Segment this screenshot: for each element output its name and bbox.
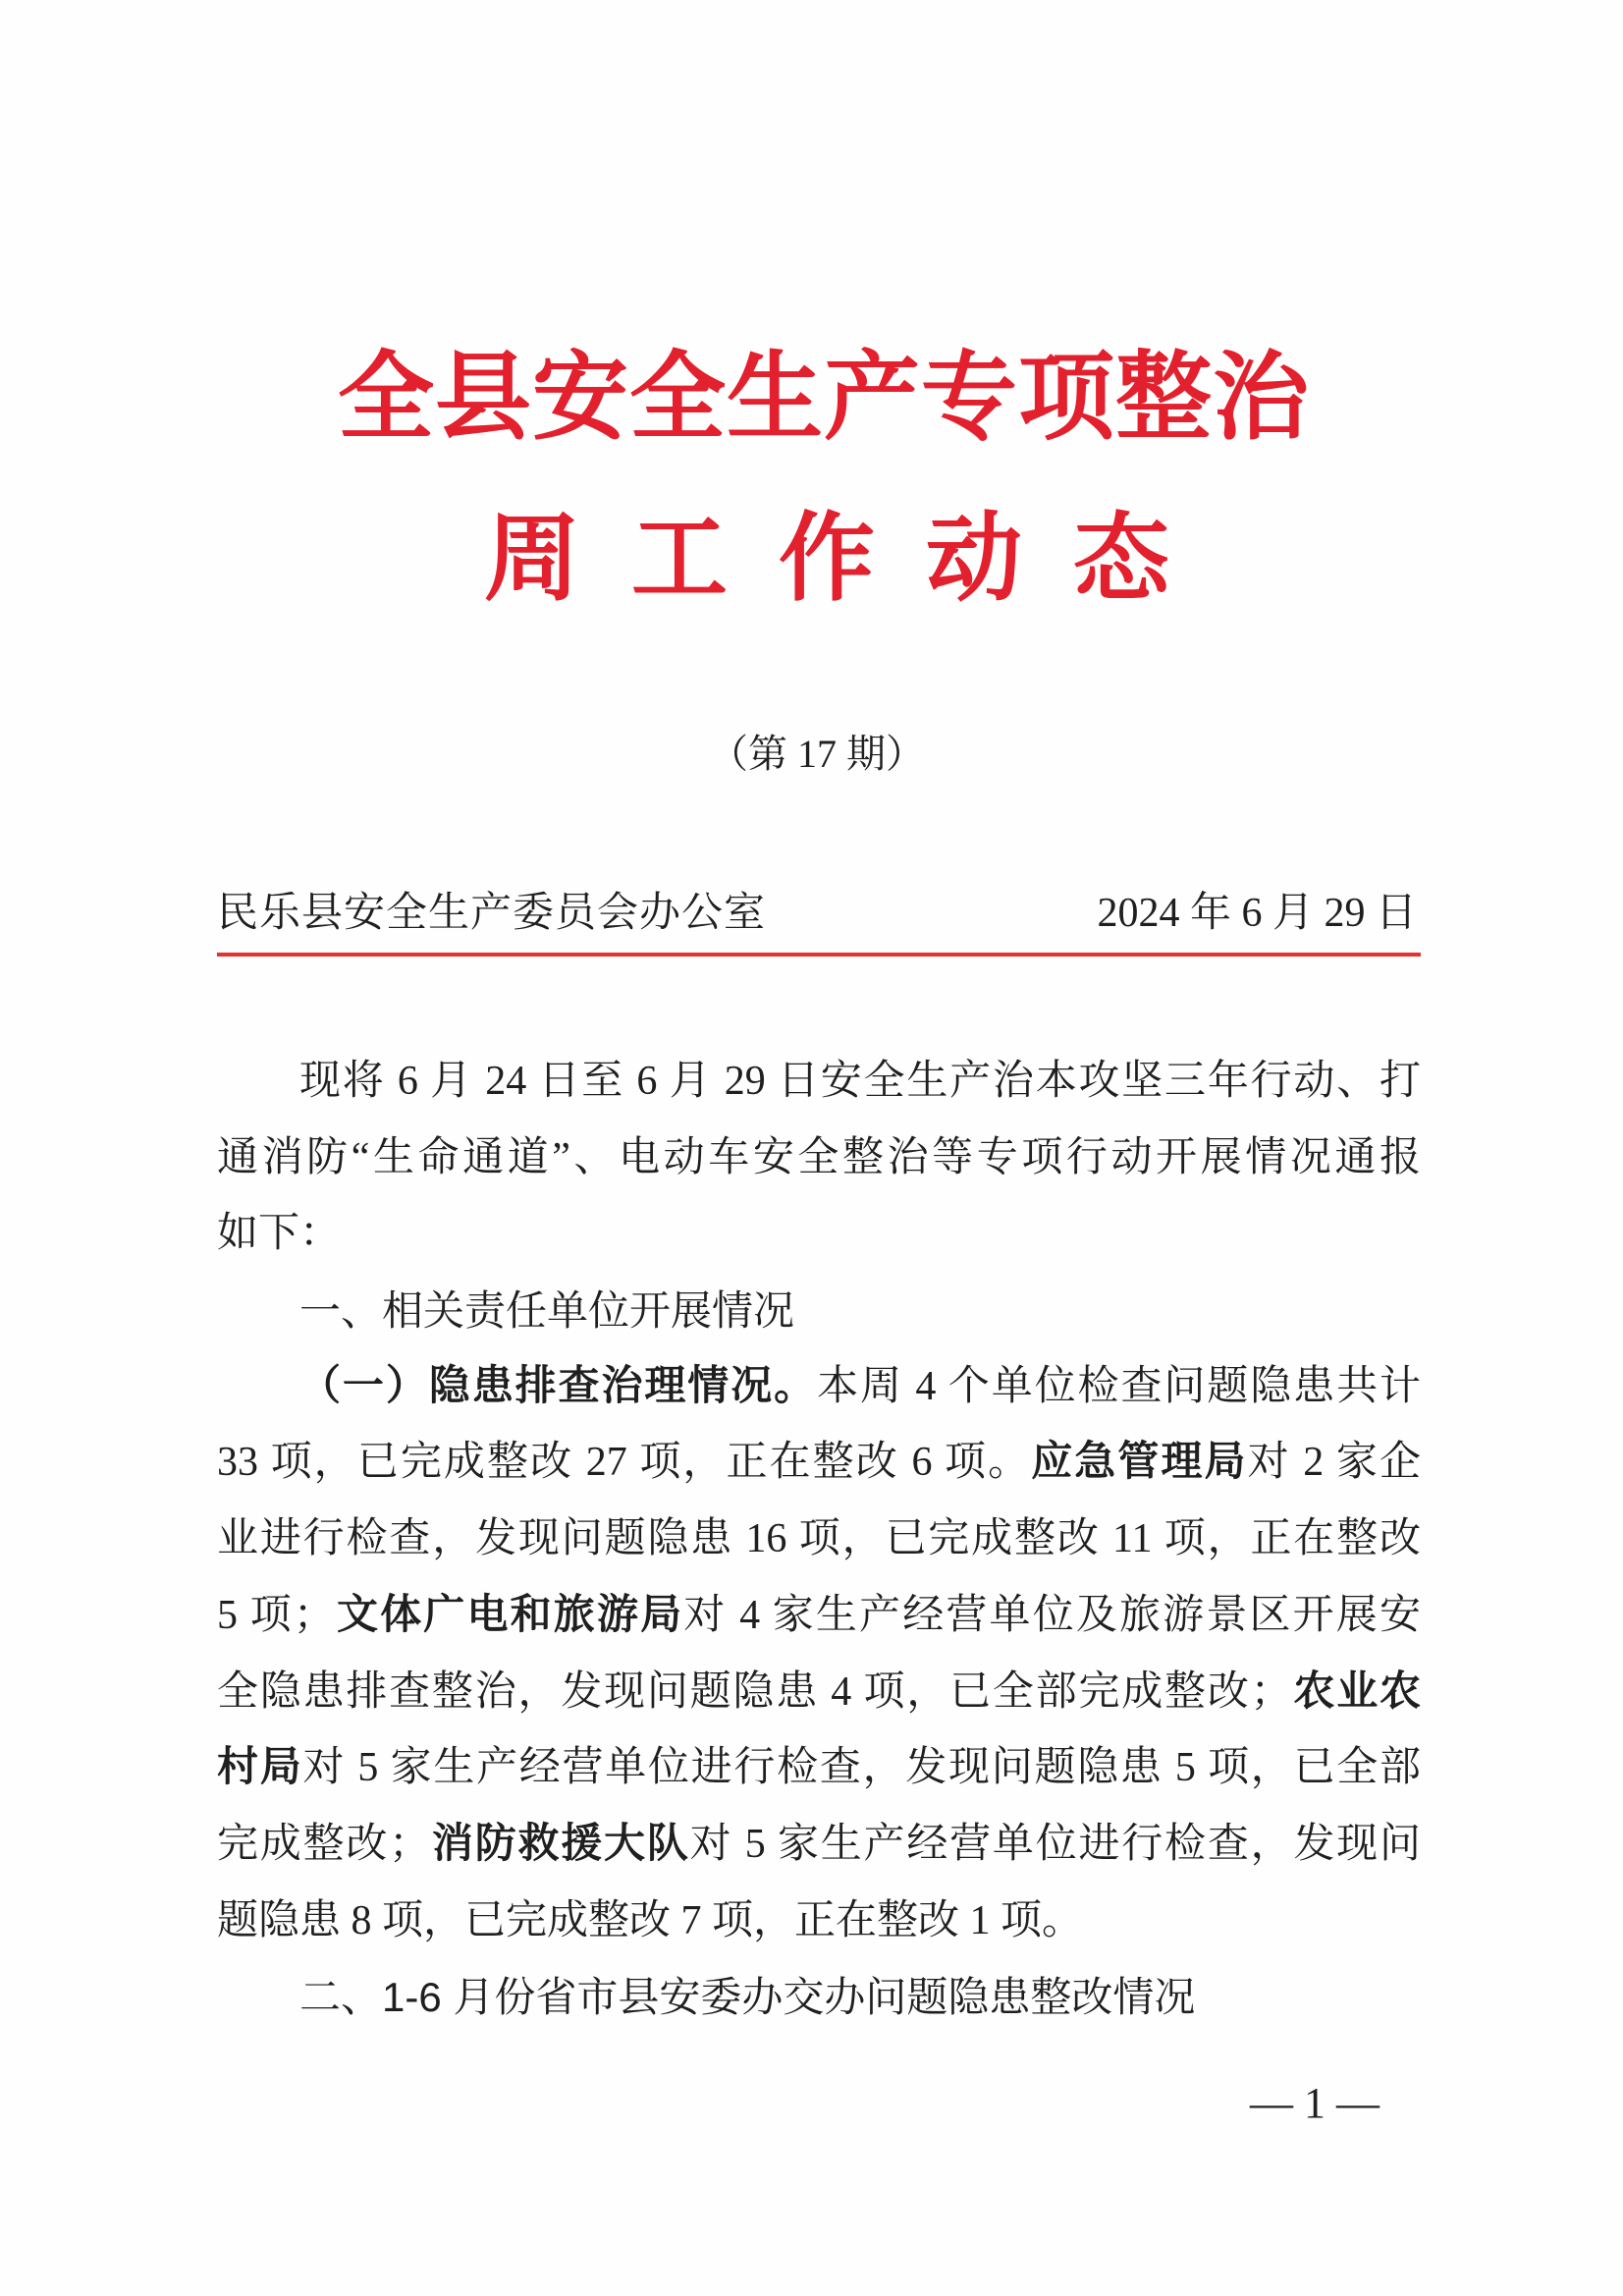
text-segment: 对 5 家生产经营单位进行检查，发现问题隐患 5 项，已全部 [302,1745,1421,1791]
text-segment: 全隐患排查整治，发现问题隐患 4 项，已全部完成整改； [217,1668,1292,1715]
issue-date: 2024 年 6 月 29 日 [1097,891,1417,936]
text-segment: 33 项，已完成整改 27 项，正在整改 6 项。 [217,1440,1032,1486]
text-line [217,1655,1421,1731]
header-divider [217,953,1421,957]
text-segment: 本周 4 个单位检查问题隐患共计 [817,1363,1421,1409]
page-number: — 1 — [1250,2079,1380,2127]
text-line: 如下： [217,1211,342,1257]
document-title-line-2: 周工作动态 [484,502,1221,615]
text-line: 通消防“生命通道”、电动车安全整治等专项行动开展情况通报 [217,1134,1421,1180]
text-line: 业进行检查，发现问题隐患 16 项，已完成整改 11 项，正在整改 [217,1516,1421,1562]
emphasis-segment: 应急管理局 [1031,1440,1248,1486]
text-segment: 对 5 家生产经营单位进行检查，发现问 [689,1821,1421,1867]
document-title-line-1: 全县安全生产专项整治 [338,341,1311,454]
text-line: 现将 6 月 24 日至 6 月 29 日安全生产治本攻坚三年行动、打 [299,1059,1421,1104]
header-meta-line [217,889,1417,938]
document-body [217,1044,1421,2036]
text-segment: 完成整改； [217,1821,431,1867]
emphasis-segment: 消防救援大队 [430,1821,690,1867]
text-segment: 对 4 家生产经营单位及旅游景区开展安 [683,1592,1421,1638]
subsection-heading: （一）隐患排查治理情况。 [299,1363,818,1409]
text-line [217,1807,1421,1884]
text-line [217,1578,1421,1655]
text-line [217,1730,1421,1807]
text-line [217,1425,1421,1502]
text-line [217,1349,1421,1426]
text-segment: 对 2 家企 [1247,1440,1421,1486]
issue-number: （第 17 期） [709,732,925,776]
text-segment: 5 项； [217,1592,335,1638]
issuing-office: 民乐县安全生产委员会办公室 [217,891,767,936]
emphasis-segment: 农业农 [1291,1668,1421,1715]
text-line: 题隐患 8 项，已完成整改 7 项，正在整改 1 项。 [217,1897,1084,1943]
emphasis-segment: 文体广电和旅游局 [334,1592,684,1638]
section-heading: 一、相关责任单位开展情况 [299,1287,795,1335]
emphasis-segment: 村局 [217,1745,303,1791]
section-heading: 二、1-6 月份省市县安委办交办问题隐患整改情况 [299,1974,1196,2021]
